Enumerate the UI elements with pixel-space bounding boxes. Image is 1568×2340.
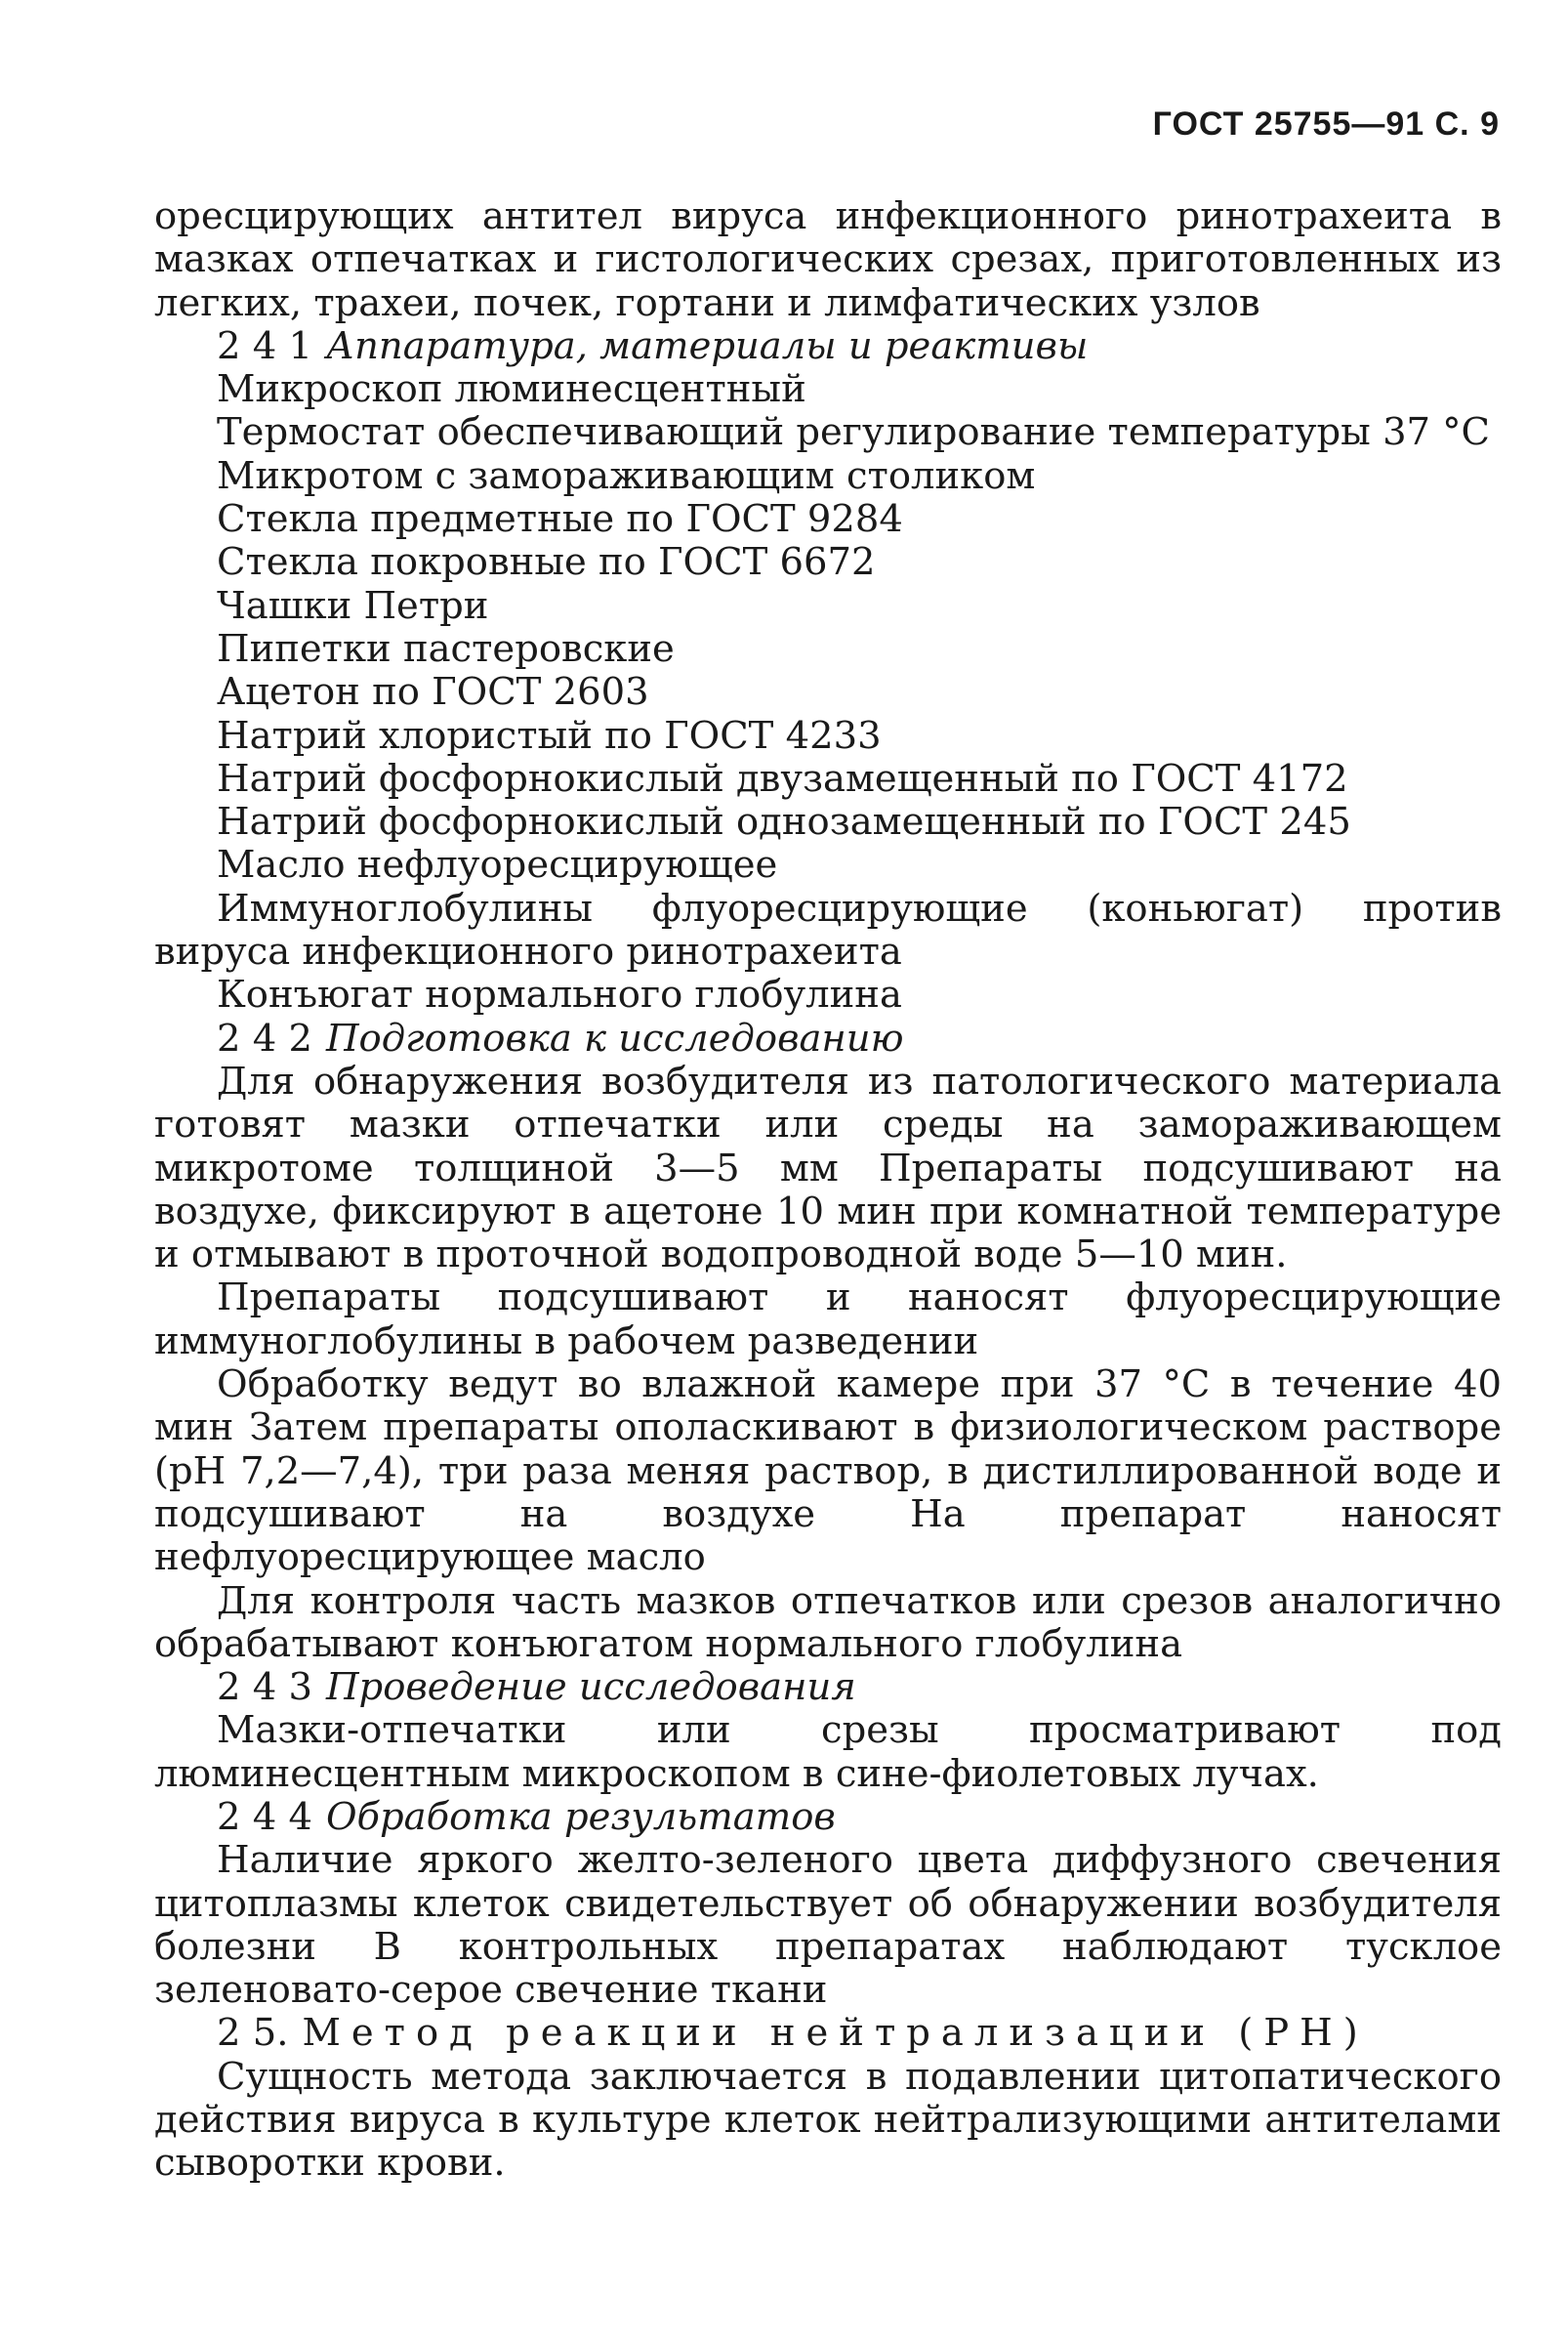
page-header: ГОСТ 25755—91 С. 9 [1152, 105, 1500, 143]
section-heading-244 [154, 1796, 1502, 1839]
section-heading-25 [154, 2012, 1502, 2055]
section-heading-241 [154, 325, 1502, 368]
list-item: Микротом с замораживающим столиком [217, 453, 1036, 498]
section-title: Аппаратура, материалы и реактивы [325, 323, 1089, 368]
body-paragraph: Препараты подсушивают и наносят флуоресцирующие иммуноглобулины в рабочем разведении [154, 1275, 1502, 1363]
list-item: Масло нефлуоресцирующее [217, 843, 778, 888]
list-item: Ацетон по ГОСТ 2603 [217, 670, 649, 715]
list-item: Чашки Петри [217, 583, 489, 628]
section-number: 2 4 2 [217, 1016, 312, 1061]
body-paragraph: Наличие яркого желто-зеленого цвета диффузного свечения цитоплазмы клеток свидетельствует об обнаружении возбудителя болезни В контрольных препаратах наблюдают тусклое зеленовато-серое свечение ткани [154, 1838, 1502, 2013]
body-paragraph: Для контроля часть мазков отпечатков или срезов аналогично обрабатывают конъюгатом нормального глобулина [154, 1578, 1502, 1666]
list-item: Иммуноглобулины флуоресцирующие (коньюгат) против вируса инфекционного ринотрахеита [154, 886, 1502, 975]
document-body [154, 195, 1502, 2186]
intro-paragraph: оресцирующих антител вируса инфекционного ринотрахеита в мазках отпечатках и гистологических срезах, приготовленных из легких, трахеи, почек, гортани и лимфатических узлов [154, 194, 1502, 325]
section-title: Обработка результатов [325, 1794, 836, 1839]
section-number: 2 4 1 [217, 323, 312, 368]
list-item: Натрий фосфорнокислый двузамещенный по ГОСТ 4172 [217, 756, 1348, 801]
list-item: Натрий фосфорнокислый однозамещенный по ГОСТ 245 [217, 800, 1351, 845]
list-item: Термостат обеспечивающий регулирование температуры 37 °С [217, 410, 1490, 455]
list-item: Натрий хлористый по ГОСТ 4233 [217, 713, 882, 758]
section-number: 2 4 4 [217, 1794, 312, 1839]
list-item: Пипетки пастеровские [217, 626, 675, 671]
body-paragraph: Мазки-отпечатки или срезы просматривают под люминесцентным микроскопом в сине-фиолетовых лучах. [154, 1708, 1502, 1796]
list-item: Микроскоп люминесцентный [217, 367, 806, 412]
section-heading-242 [154, 1018, 1502, 1061]
section-title: Подготовка к исследованию [325, 1016, 904, 1061]
list-item: Стекла покровные по ГОСТ 6672 [217, 540, 876, 585]
section-number: 2 5. [217, 2011, 289, 2056]
section-number: 2 4 3 [217, 1665, 312, 1710]
section-title: Проведение исследования [325, 1665, 856, 1710]
body-paragraph: Обработку ведут во влажной камере при 37 °С в течение 40 мин Затем препараты ополаскивают в физиологическом растворе (pH 7,2—7,4), три раза меняя раствор, в дистиллированной воде и подсушивают на воздухе На препарат наносят нефлуоресцирующее масло [154, 1362, 1502, 1580]
body-paragraph: Сущность метода заключается в подавлении цитопатического действия вируса в культуре клеток нейтрализующими антителами сыворотки крови. [154, 2054, 1502, 2186]
list-item: Стекла предметные по ГОСТ 9284 [217, 497, 903, 542]
section-heading-243 [154, 1666, 1502, 1709]
list-item: Конъюгат нормального глобулина [217, 973, 902, 1018]
body-paragraph: Для обнаружения возбудителя из патологического материала готовят мазки отпечатки или среды на замораживающем микротоме толщиной 3—5 мм Препараты подсушивают на воздухе, фиксируют в ацетоне 10 мин при комнатной температуре и отмывают в проточной водопроводной воде 5—10 мин. [154, 1059, 1502, 1277]
section-title: Метод реакции нейтрализации (РН) [302, 2011, 1369, 2056]
